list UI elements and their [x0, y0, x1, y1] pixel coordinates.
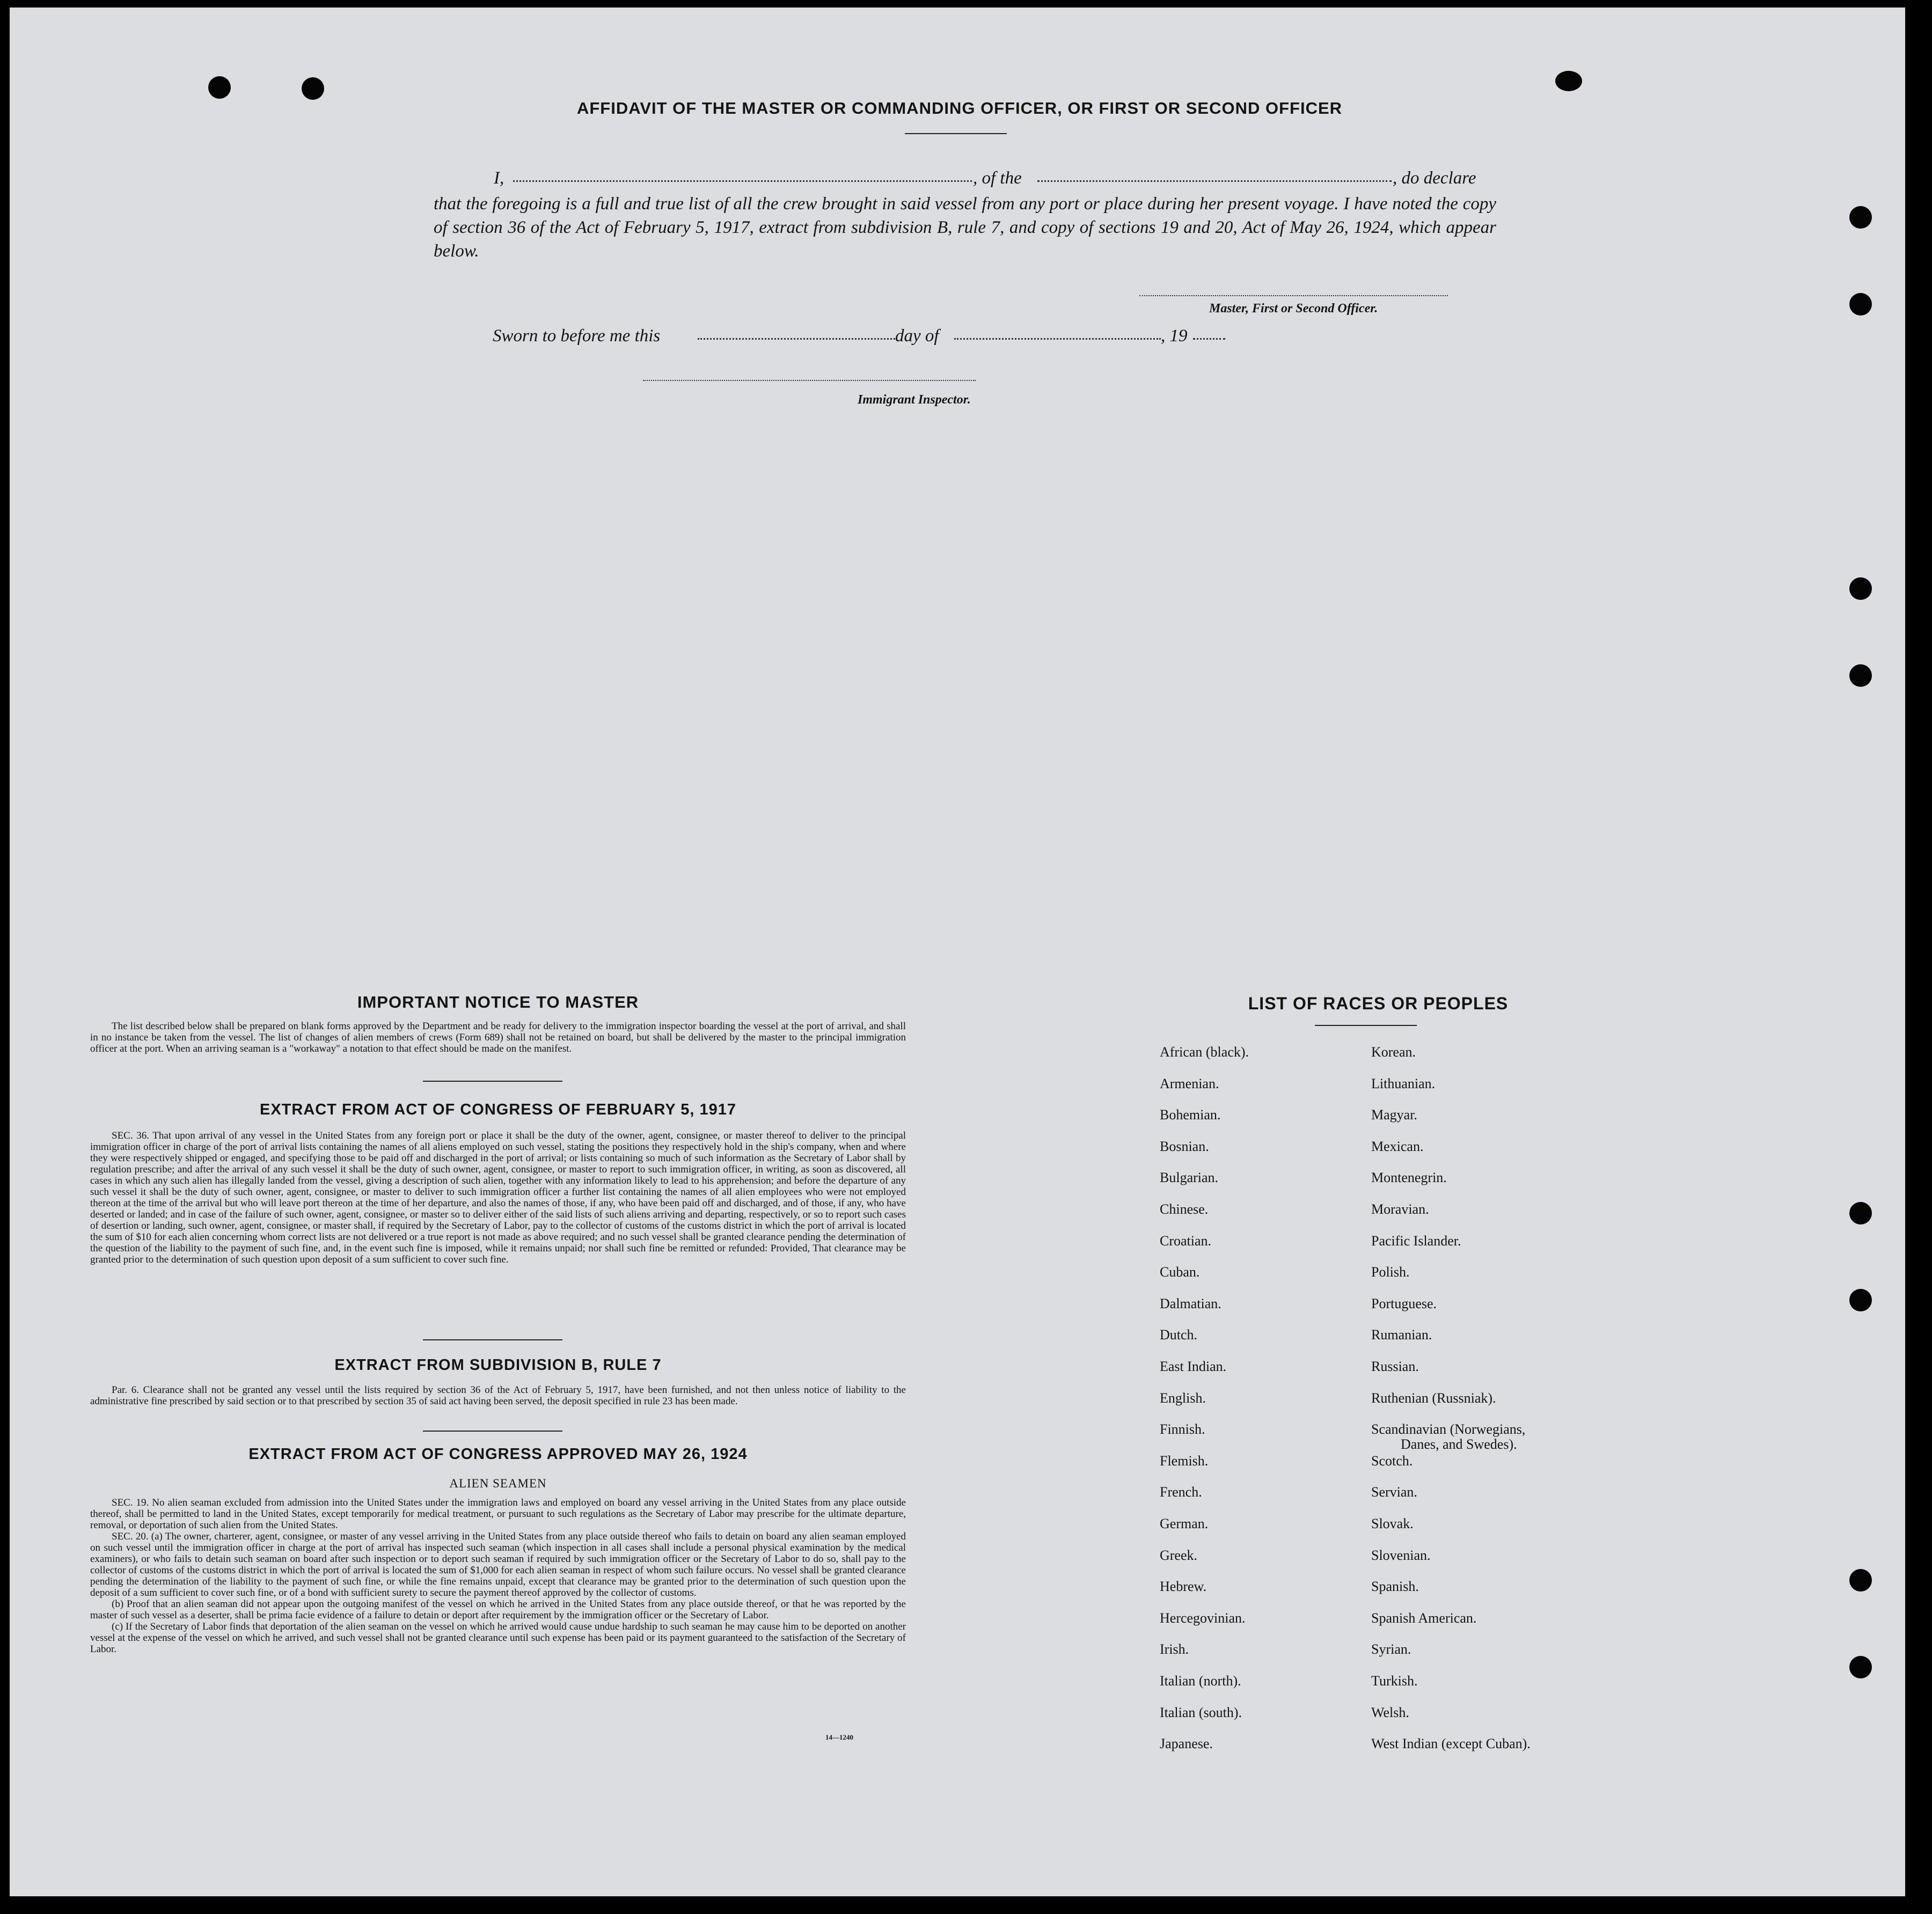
section-divider [423, 1431, 562, 1432]
race-item: Lithuanian. [1371, 1076, 1436, 1091]
race-item: Spanish American. [1371, 1610, 1477, 1626]
notice-title: IMPORTANT NOTICE TO MASTER [357, 993, 639, 1011]
affidavit-statement: that the foregoing is a full and true list of all the crew brought in said vessel from any port or place during her present voyage. I have noted the copy of section 36 of the Act of February 5, 1917, extract from subdivision B, rule 7, and copy of sections 19 and 20, Act of May 26, 1924, which appear below. [434, 194, 1496, 261]
race-item: Ruthenian (Russniak). [1371, 1390, 1496, 1406]
section-19-paragraph: SEC. 19. No alien seaman excluded from admission into the United States under the immigration laws and employed on board any vessel arriving in the United States from any place outside thereof, shall be permitted to land in the United States, except temporarily for medical treatment, or pursuant to such regulations as the Secretary of Labor may prescribe for the ultimate departure, removal, or deportation of such alien from the United States. [90, 1497, 906, 1531]
race-item: Rumanian. [1371, 1327, 1432, 1343]
sworn-year-field[interactable] [1193, 338, 1225, 340]
race-item: Italian (south). [1160, 1705, 1242, 1720]
notice-paragraph: The list described below shall be prepared on blank forms approved by the Department and be ready for delivery to the immigration inspector boarding the vessel at the port of arrival, and shall in no instance be taken from the vessel. The list of changes of alien members of crews (Form 689) shall not be retained on board, but shall be delivered by the master to the principal immigration officer at the port. When an arriving seaman is a "workaway" a notation to that effect should be made on the manifest. [90, 1021, 906, 1054]
race-item: Armenian. [1160, 1076, 1219, 1091]
sworn-month-field[interactable] [954, 338, 1161, 340]
race-item: Japanese. [1160, 1736, 1213, 1751]
race-item: Mexican. [1371, 1139, 1424, 1154]
races-divider [1315, 1025, 1417, 1026]
race-item: Cuban. [1160, 1264, 1200, 1280]
rule-7-text [90, 1384, 906, 1407]
rule-7-paragraph: Par. 6. Clearance shall not be granted any vessel until the lists required by section 36 of the Act of February 5, 1917, have been furnished, and not then unless notice of liability to the administrative fine prescribed by said section or to that prescribed by section 35 of said act having been served, the deposit specified in rule 23 has been made. [90, 1384, 906, 1407]
race-item: Flemish. [1160, 1453, 1209, 1469]
declare-label: , do declare [1393, 168, 1476, 188]
race-item: Italian (north). [1160, 1673, 1241, 1689]
day-of-label: day of [895, 326, 939, 346]
race-item: Finnish. [1160, 1421, 1205, 1437]
extract-1924-title: EXTRACT FROM ACT OF CONGRESS APPROVED MAY 26, 1924 [248, 1446, 748, 1463]
race-item: Hercegovinian. [1160, 1610, 1246, 1626]
section-36-paragraph: SEC. 36. That upon arrival of any vessel in the United States from any foreign port or place it shall be the duty of the owner, agent, consignee, or master thereof to deliver to the principal immigration officer in charge of the port of arrival lists containing the names of all aliens employed on such vessel, stating the positions they respectively hold in the ship's company, when and where they were respectively shipped or engaged, and specifying those to be paid off and discharged in the port of arrival; or lists containing so much of such information as the Secretary of Labor shall by regulation prescribe; and after the arrival of any such vessel it shall be the duty of such owner, agent, consignee, or master to report to such immigration officer, in writing, as soon as discovered, all cases in which any such alien has illegally landed from the vessel, giving a description of such alien, together with any information likely to lead to his apprehension; and before the departure of any such vessel it shall be the duty of such owner, agent, consignee, or master to deliver to such immigration officer a further list containing the names of all alien employees who were not employed thereon at the time of the arrival but who will leave port thereon at the time of her departure, and also the names of those, if any, who have been paid off and discharged, and of those, if any, who have deserted or landed; and in case of the failure of such owner, agent, consignee, or master so to deliver either of the said lists of such aliens arriving and departing, respectively, or so to report such cases of desertion or landing, such owner, agent, consignee, or master shall, if required by the Secretary of Labor, pay to the collector of customs of the customs district in which the port of arrival is located the sum of $10 for each alien concerning whom correct lists are not delivered or a true report is not made as above required; and no such vessel shall be granted clearance pending the determination of the question of the liability to the payment of such fine, and, in the event such fine is imposed, while it remains unpaid; nor shall such fine be remitted or refunded: Provided, That clearance may be granted prior to the determination of such question upon deposit of a sum sufficient to cover such fine. [90, 1130, 906, 1265]
race-item: Greek. [1160, 1548, 1198, 1563]
of-the-label: , of the [973, 168, 1022, 188]
extract-1917-title: EXTRACT FROM ACT OF CONGRESS OF FEBRUARY 5, 1917 [259, 1101, 737, 1118]
section-divider [423, 1339, 562, 1340]
race-item: Montenegrin. [1371, 1170, 1447, 1185]
notice-text [90, 1021, 906, 1054]
race-item: Croatian. [1160, 1233, 1212, 1249]
punch-hole [1849, 1289, 1872, 1311]
race-item: French. [1160, 1484, 1202, 1500]
race-item: Slovenian. [1371, 1548, 1431, 1563]
punch-hole [302, 77, 324, 100]
race-item: Turkish. [1371, 1673, 1418, 1689]
punch-hole [1849, 1656, 1872, 1678]
section-20b-paragraph: (b) Proof that an alien seaman did not appear upon the outgoing manifest of the vessel on which he arrived in the United States from any place outside thereof, or that he was reported by the master of such vessel as a deserter, shall be prima facie evidence of a failure to detain or deport after requirement by the immigration officer or the Secretary of Labor. [90, 1598, 906, 1621]
race-item: Dutch. [1160, 1327, 1198, 1343]
race-item: Magyar. [1371, 1107, 1417, 1123]
race-item: Welsh. [1371, 1705, 1409, 1720]
inspector-caption: Immigrant Inspector. [858, 393, 971, 407]
race-item: Moravian. [1371, 1201, 1429, 1217]
race-item: Polish. [1371, 1264, 1410, 1280]
punch-hole [1849, 577, 1872, 600]
signature-caption: Master, First or Second Officer. [1209, 302, 1378, 316]
signature-line[interactable] [1139, 295, 1448, 296]
form-number: 14—1240 [825, 1733, 853, 1741]
race-item: Korean. [1371, 1044, 1416, 1060]
race-item: West Indian (except Cuban). [1371, 1736, 1531, 1751]
punch-hole [208, 76, 231, 99]
race-item: Portuguese. [1371, 1296, 1437, 1311]
declarant-label: I, [494, 168, 504, 188]
extract-1924-text [90, 1497, 906, 1655]
race-item: Dalmatian. [1160, 1296, 1221, 1311]
race-item-continued: Danes, and Swedes). [1401, 1436, 1517, 1452]
race-item: Servian. [1371, 1484, 1417, 1500]
race-item: African (black). [1160, 1044, 1249, 1060]
section-20c-paragraph: (c) If the Secretary of Labor finds that deportation of the alien seaman on the vessel on which he arrived would cause undue hardship to such seaman he may cause him to be deported on another vessel at the expense of the vessel on which he arrived, and such vessel shall not be granted clearance until such expense has been paid or its payment guaranteed to the satisfaction of the Secretary of Labor. [90, 1621, 906, 1655]
race-item: East Indian. [1160, 1359, 1227, 1374]
affidavit-title: AFFIDAVIT OF THE MASTER OR COMMANDING OFFICER, OR FIRST OR SECOND OFFICER [576, 99, 1343, 118]
race-item: Chinese. [1160, 1201, 1209, 1217]
race-item: Irish. [1160, 1641, 1189, 1657]
race-item: Hebrew. [1160, 1579, 1207, 1594]
punch-hole [1849, 664, 1872, 687]
race-item: German. [1160, 1516, 1209, 1531]
race-item: Spanish. [1371, 1579, 1419, 1594]
section-20a-paragraph: SEC. 20. (a) The owner, charterer, agent, consignee, or master of any vessel arriving in the United States from any place outside thereof who fails to detain on board any alien seaman employed on such vessel until the immigration officer in charge at the port of arrival has inspected such seaman (which inspection in all cases shall include a personal physical examination by the medical examiners), or who fails to detain such seaman on board after such inspection or to deport such seaman if required by such immigration officer or the Secretary of Labor to do so, shall pay to the collector of customs of the customs district in which the port of arrival is located the sum of $1,000 for each alien seaman in respect of whom such failure occurs. No vessel shall be granted clearance pending the determination of the liability to the payment of such fine, or while the fine remains unpaid, except that clearance may be granted prior to the determination of such question upon the deposit of a sum sufficient to cover such fine, or of a bond with sufficient surety to secure the payment thereof approved by the collector of customs. [90, 1531, 906, 1598]
punch-hole [1849, 1202, 1872, 1224]
vessel-name-field[interactable] [1037, 180, 1392, 182]
race-item: Bulgarian. [1160, 1170, 1219, 1185]
race-item: Scandinavian (Norwegians, [1371, 1421, 1526, 1437]
punch-hole [1555, 71, 1582, 91]
rule-7-title: EXTRACT FROM SUBDIVISION B, RULE 7 [334, 1356, 662, 1374]
section-divider [423, 1081, 562, 1082]
alien-seamen-subtitle: ALIEN SEAMEN [449, 1477, 547, 1490]
race-item: Slovak. [1371, 1516, 1414, 1531]
sworn-day-field[interactable] [698, 338, 895, 340]
extract-1917-text [90, 1130, 906, 1265]
inspector-signature-line[interactable] [643, 380, 976, 381]
sworn-label: Sworn to before me this [493, 326, 661, 346]
punch-hole [1849, 206, 1872, 229]
race-item: English. [1160, 1390, 1206, 1406]
race-item: Bosnian. [1160, 1139, 1209, 1154]
year-label: , 19 [1161, 326, 1188, 346]
races-title: LIST OF RACES OR PEOPLES [1248, 994, 1509, 1013]
punch-hole [1849, 293, 1872, 316]
title-divider [905, 133, 1007, 134]
declarant-name-field[interactable] [513, 180, 972, 182]
race-item: Syrian. [1371, 1641, 1411, 1657]
punch-hole [1849, 1569, 1872, 1592]
race-item: Bohemian. [1160, 1107, 1221, 1123]
race-item: Pacific Islander. [1371, 1233, 1461, 1249]
race-item: Scotch. [1371, 1453, 1413, 1469]
race-item: Russian. [1371, 1359, 1419, 1374]
document-page [10, 8, 1905, 1896]
